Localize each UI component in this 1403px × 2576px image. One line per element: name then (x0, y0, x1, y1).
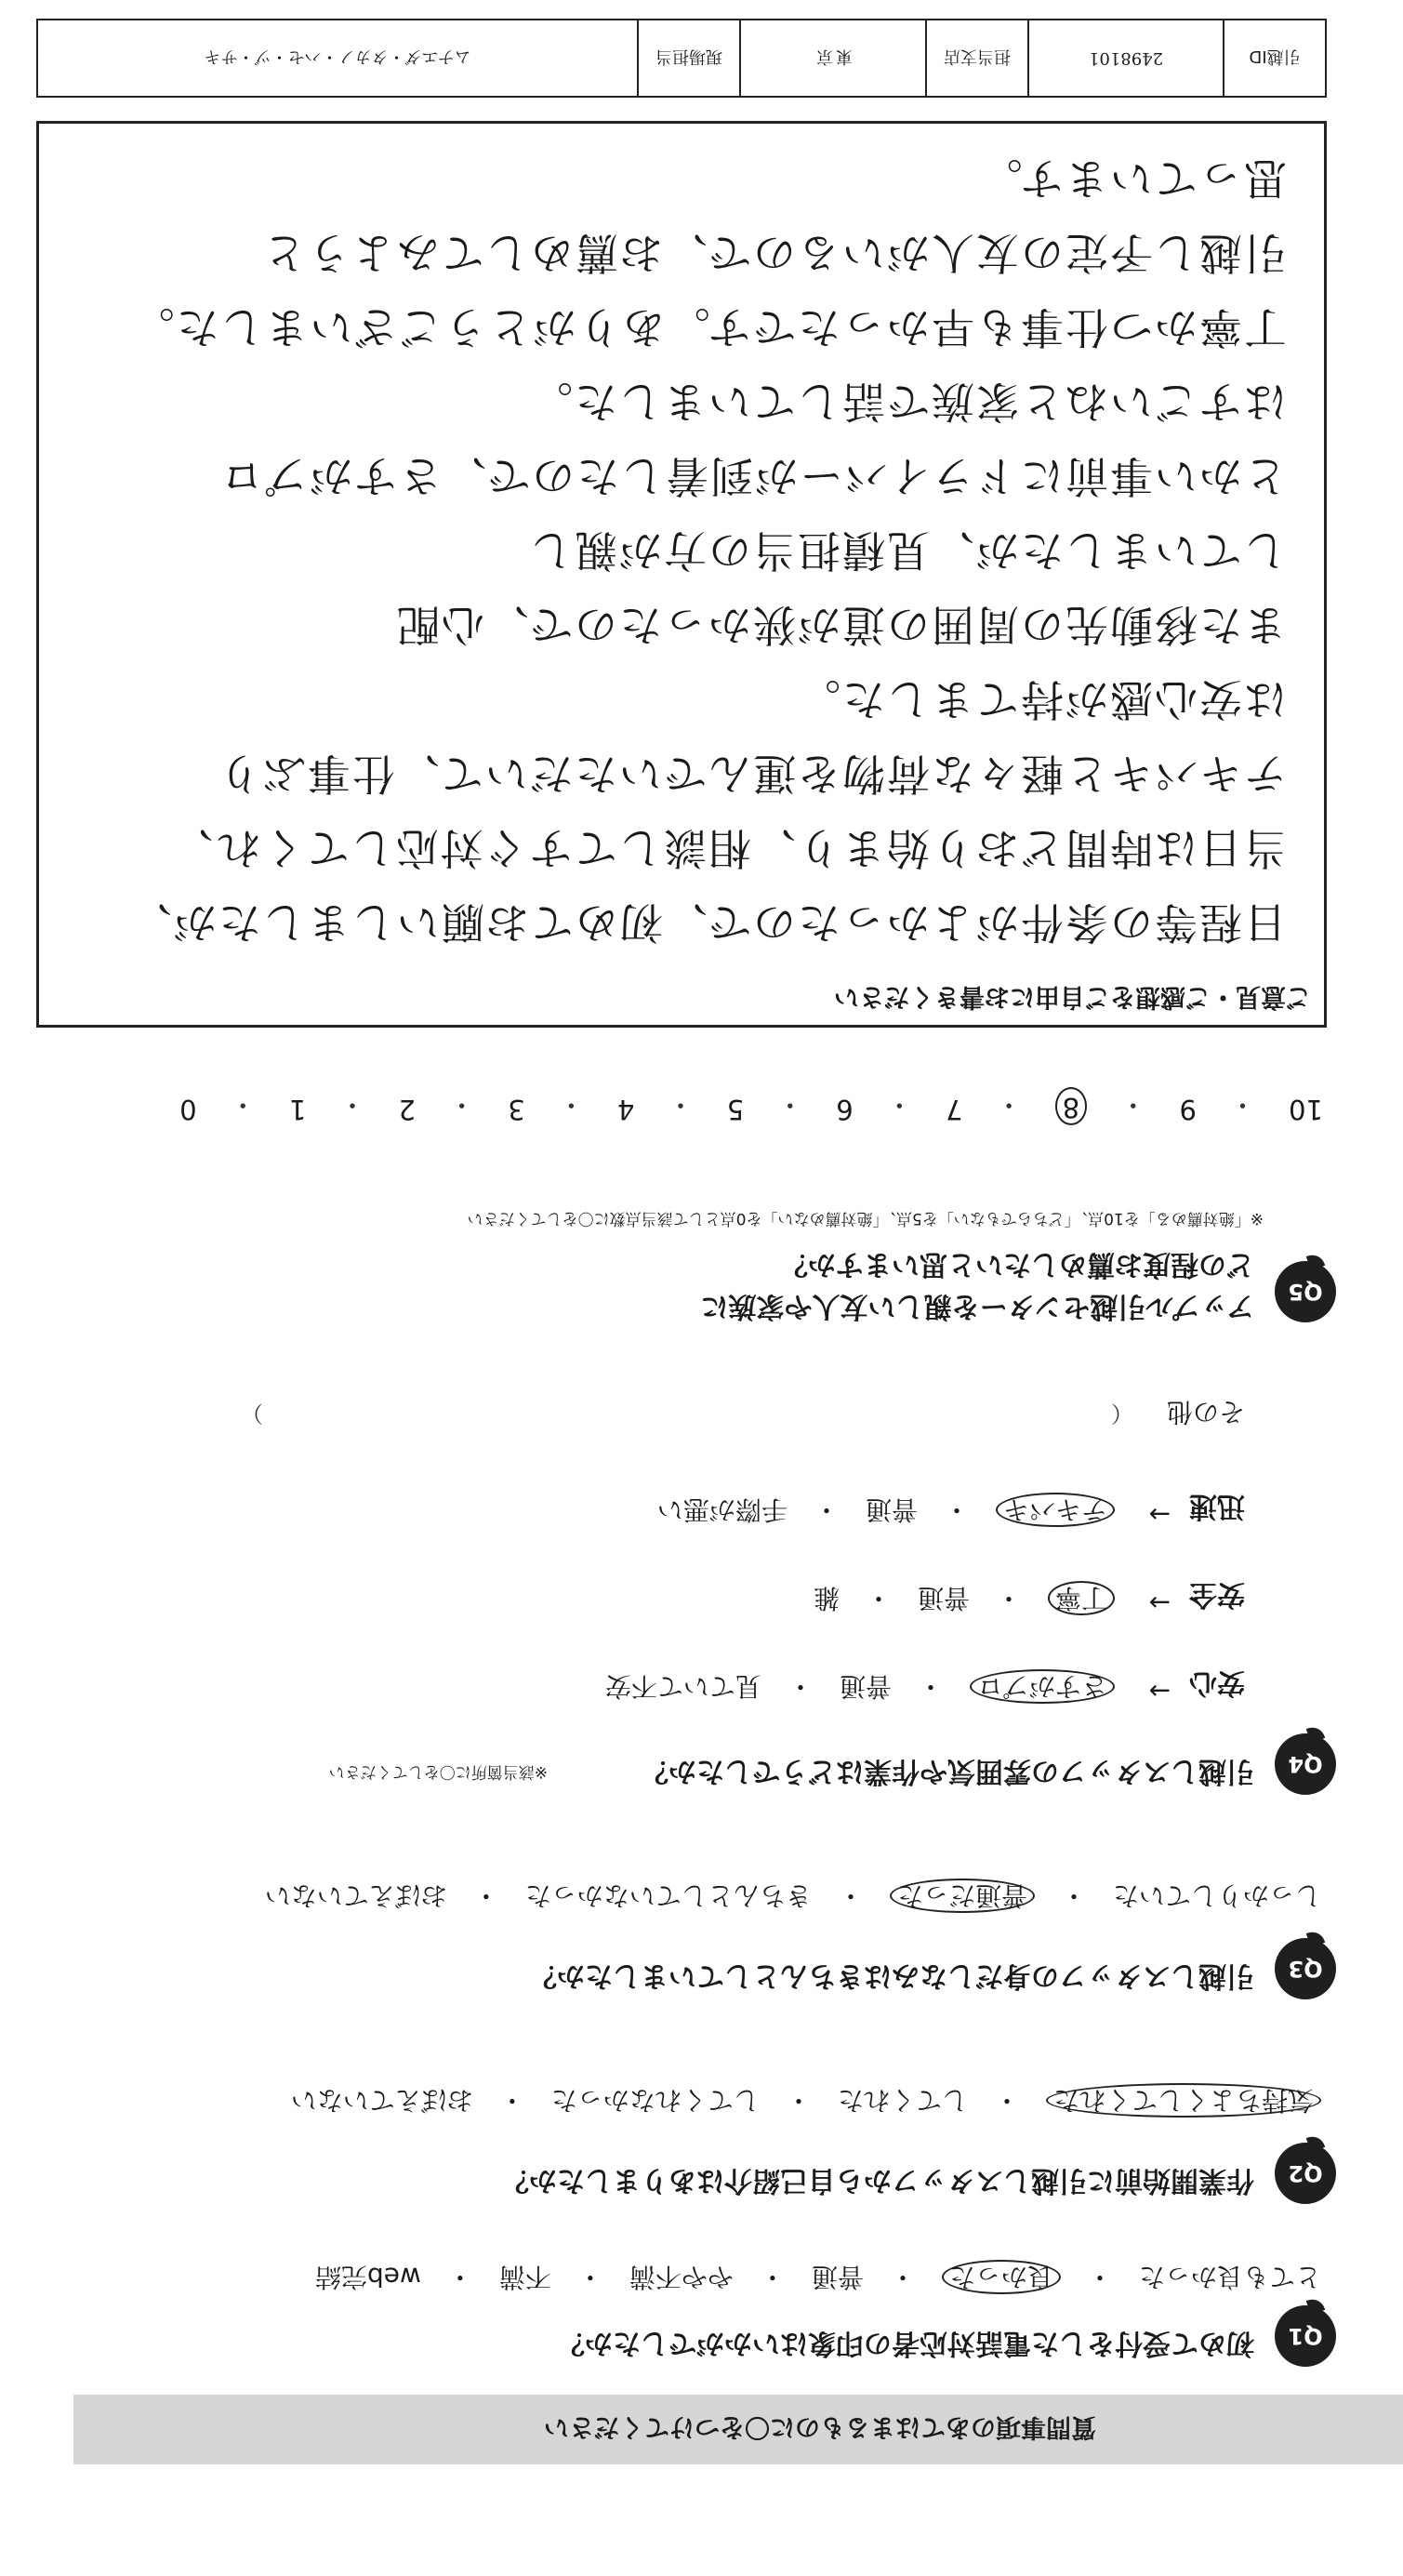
q4-text: 引越しスタッフの雰囲気や作業はどうでしたか？ (641, 1755, 1254, 1787)
q1-options: とても良かった ・ 良かった ・ 普通 ・ やや不満 ・ 不満 ・ web完結 (314, 2262, 1321, 2292)
q5-note: ※「絶対薦める」を10点、「どちらでもない」を5点、「絶対薦めない」を0点として該当点数に〇をしてください (467, 1209, 1264, 1228)
score-3[interactable]: 3 (508, 1094, 525, 1125)
comment-lines (67, 141, 1287, 960)
q4-row-anshin-options: さすがプロ ・ 普通 ・ 見ていて不安 (605, 1669, 1115, 1706)
option-zatsu[interactable]: 雑 (813, 1583, 840, 1613)
comment-line: テキパキと軽々な荷物を運んでいただいて、仕事ぶり (216, 749, 1287, 799)
option-shitekurenakatta[interactable]: してくれなかった (550, 2085, 760, 2116)
q4-icon: Q4 (1275, 1733, 1336, 1795)
option-oboete-inai[interactable]: おぼえていない (264, 1880, 447, 1911)
comment-title: ご意見・ご感想をご自由にお書きください (834, 982, 1311, 1011)
option-yokatta[interactable]: 良かった (942, 2260, 1061, 2294)
q2-icon: Q2 (1275, 2143, 1336, 2204)
q4-row-anzen-label: 安全 (1189, 1578, 1245, 1611)
q5-scale: 10 ・ 9 ・ 8 ・ 7 ・ 6 ・ 5 ・ 4 ・ 3 ・ 2 ・ 1 ・ 0 (179, 1089, 1323, 1125)
option-tekipaki[interactable]: テキパキ (996, 1493, 1115, 1527)
q5-text-line1: アップル引越センターを親しい友人や家族に (700, 1290, 1254, 1322)
comment-line: 思っています。 (977, 153, 1287, 204)
option-kimochiyoku[interactable]: 気持ちよくしてくれた (1046, 2083, 1321, 2118)
comment-line: 日程等の条件がよかったので、初めてお願いしましたが、 (126, 897, 1287, 948)
score-7[interactable]: 7 (946, 1094, 963, 1125)
driver-value: ムナエダ・タカノ・ハセ・ヅ・サキ (204, 46, 471, 67)
q5-text-line2: どの程度お薦めしたいと思いますか？ (780, 1248, 1254, 1281)
q4-row-jinsoku-label: 迅速 (1189, 1490, 1245, 1522)
option-totemo-yokatta[interactable]: とても良かった (1138, 2262, 1321, 2292)
instruction-banner (73, 2395, 1403, 2464)
score-4[interactable]: 4 (616, 1094, 635, 1125)
q2-text: 作業開始前に引越しスタッフから自己紹介はありましたか？ (501, 2164, 1254, 2197)
option-kichinto-nashi[interactable]: きちんとしていなかった (524, 1880, 812, 1911)
option-futsuu[interactable]: 普通 (917, 1583, 970, 1613)
score-8-selected[interactable]: 8 (1055, 1087, 1087, 1125)
score-10[interactable]: 10 (1289, 1094, 1323, 1125)
q4-other-field[interactable]: （ ） (241, 1401, 1133, 1427)
branch-value: 東京 (739, 20, 925, 96)
option-teinei[interactable]: 丁寧 (1048, 1581, 1115, 1615)
comment-box (36, 121, 1327, 1028)
q4-row-jinsoku-options: テキパキ ・ 普通 ・ 手際が悪い (657, 1493, 1115, 1530)
branch-label: 担当支店 (925, 20, 1027, 96)
header-table (36, 19, 1327, 98)
score-2[interactable]: 2 (398, 1094, 417, 1125)
option-sasuga-pro[interactable]: さすがプロ (970, 1669, 1115, 1704)
option-fuman[interactable]: 不満 (498, 2262, 551, 2292)
q4-other-label: その他 (1166, 1397, 1245, 1427)
comment-line: は安心感が持てました。 (796, 674, 1287, 724)
option-futsuu[interactable]: 普通 (865, 1494, 918, 1525)
score-0[interactable]: 0 (179, 1094, 197, 1125)
score-6[interactable]: 6 (836, 1094, 854, 1125)
score-1[interactable]: 1 (288, 1094, 307, 1125)
q5-icon: Q5 (1275, 1261, 1336, 1322)
q3-text: 引越しスタッフの身だしなみはきちんとしていましたか？ (529, 1959, 1254, 1992)
option-web-kanketsu[interactable]: web完結 (314, 2262, 421, 2292)
option-futsuu[interactable]: 普通 (811, 2262, 864, 2292)
arrow-icon: → (1148, 1499, 1171, 1530)
option-futsuu-datta[interactable]: 普通だった (890, 1879, 1035, 1913)
driver-label: 現場担当 (637, 20, 739, 96)
score-9[interactable]: 9 (1179, 1094, 1197, 1125)
comment-line: はすごいねと家族で話していました。 (528, 377, 1287, 427)
option-futsuu[interactable]: 普通 (839, 1671, 892, 1702)
arrow-icon: → (1148, 1587, 1171, 1618)
q2-options: 気持ちよくしてくれた ・ してくれた ・ してくれなかった ・ おぼえていない (291, 2083, 1321, 2120)
q3-options: しっかりしていた ・ 普通だった ・ きちんとしていなかった ・ おぼえていない (264, 1880, 1321, 1911)
option-oboete-inai[interactable]: おぼえていない (290, 2085, 473, 2116)
q1-icon: Q1 (1275, 2305, 1336, 2367)
comment-line: 丁寧かつ仕事も早かったです。ありがとうございました。 (129, 302, 1287, 352)
option-yaya-fuman[interactable]: やや不満 (629, 2262, 734, 2292)
q4-note: ※該当箇所に〇をしてください (328, 1762, 548, 1781)
option-tegiwa-warui[interactable]: 手際が悪い (656, 1494, 788, 1525)
comment-line: とかい事前にドライバーが到着したので、さすがプロ (218, 451, 1287, 501)
option-fuan[interactable]: 見ていて不安 (604, 1671, 761, 1702)
option-shitekureta[interactable]: してくれた (837, 2085, 968, 2116)
id-value: 2498101 (1027, 20, 1223, 96)
arrow-icon: → (1148, 1676, 1171, 1706)
comment-line: また移動先の周囲の道が狭かったので、心配 (394, 600, 1287, 650)
q1-text: 初めて受付をした電話対応者の印象はいかがでしたか？ (557, 2327, 1254, 2359)
id-label: 引越ID (1223, 20, 1325, 96)
q3-icon: Q3 (1275, 1938, 1336, 1999)
comment-line: していましたが、見積担当の方が親し (528, 525, 1287, 576)
q4-row-anzen-options: 丁寧 ・ 普通 ・ 雑 (814, 1581, 1115, 1618)
comment-line: 当日は時間どおり始まり、相談してすぐ対応してくれ、 (168, 823, 1287, 873)
banner-text: 質問事項のあてはまるものに〇をつけてください (544, 2412, 1096, 2441)
score-5[interactable]: 5 (726, 1094, 745, 1125)
q4-row-anshin-label: 安心 (1189, 1666, 1245, 1699)
comment-line: 引越し予定の友人がいるので、お薦めしてみようと (260, 228, 1287, 278)
option-shikkari[interactable]: しっかりしていた (1112, 1880, 1321, 1911)
